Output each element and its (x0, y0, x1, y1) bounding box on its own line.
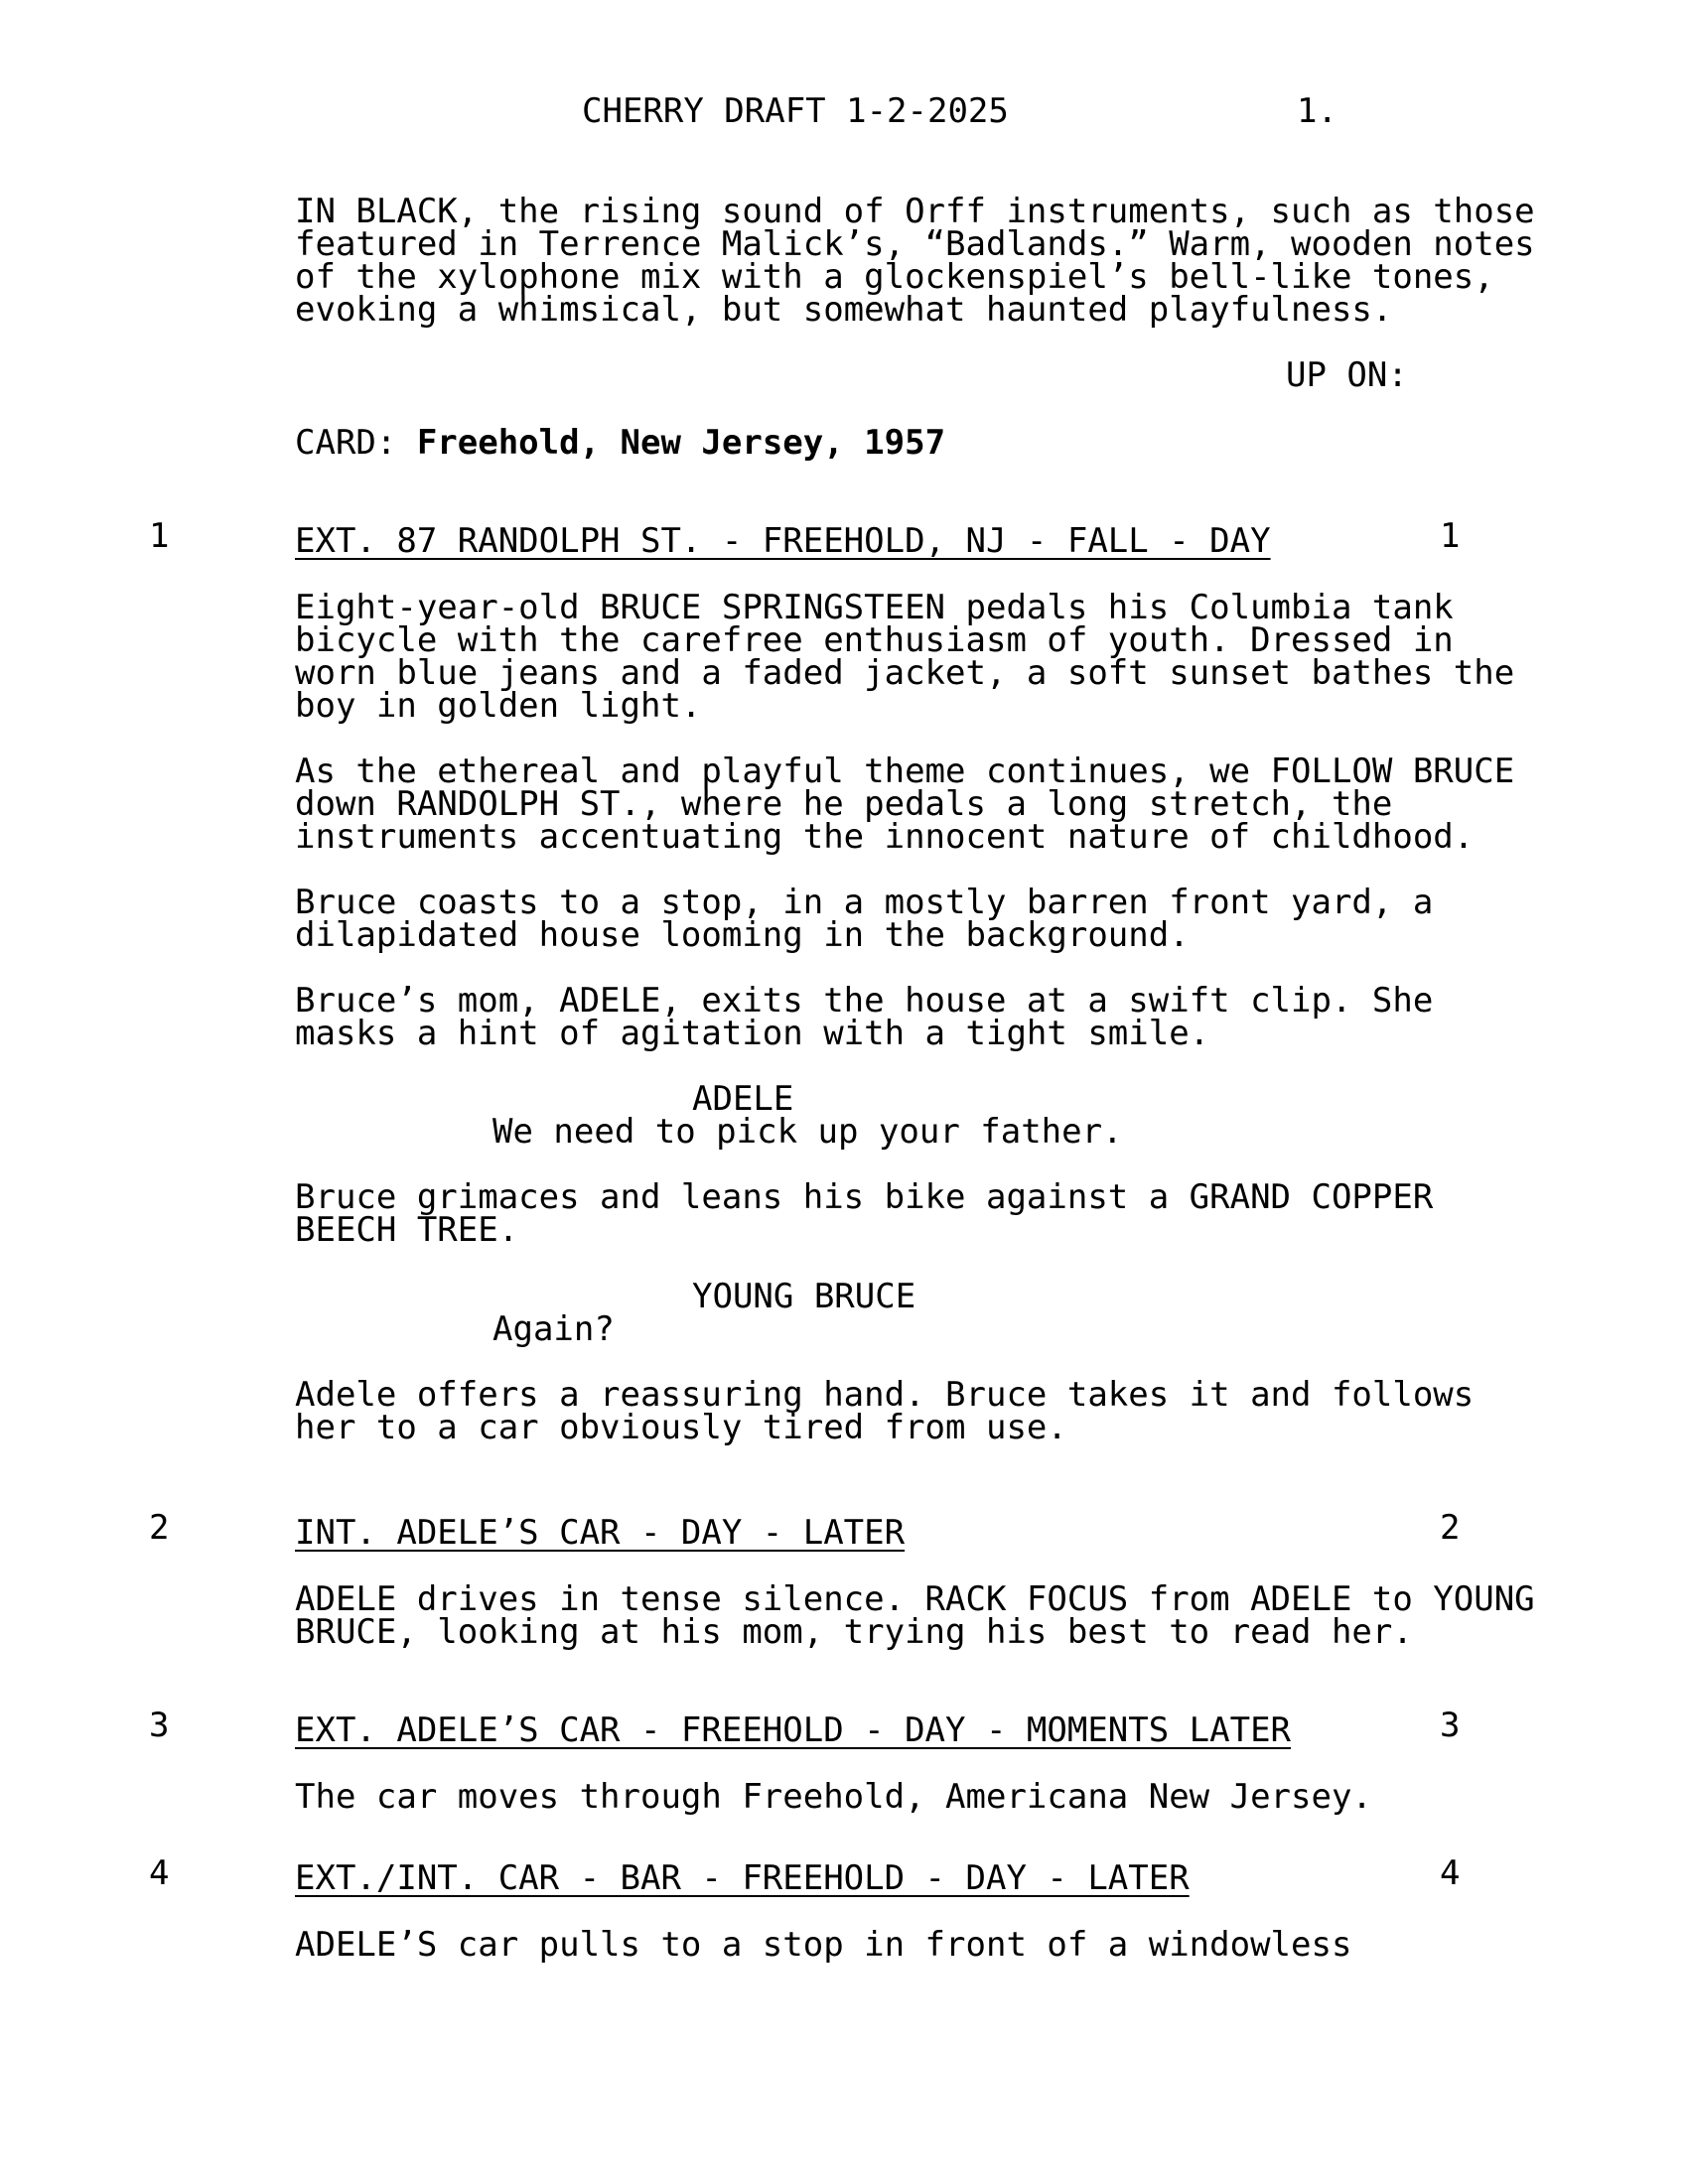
opening-action: IN BLACK, the rising sound of Orff instruments, such as those featured in Terrence Malick’s, “Badlands.” Warm, wooden notes of the xylophone mix with a glockenspiel’s bell-like tones, evoking a whimsical, but somewhat haunted playfulness. (295, 192, 1535, 330)
action-line: Bruce’s mom, ADELE, exits the house at a swift clip. She masks a hint of agitation with a tight smile. (295, 981, 1434, 1053)
scene-number-right: 2 (1440, 1508, 1461, 1548)
scene-number-left: 4 (149, 1853, 170, 1893)
action-line: Bruce coasts to a stop, in a mostly barren front yard, a dilapidated house looming in the background. (295, 883, 1434, 955)
action-line: The car moves through Freehold, Americana New Jersey. (295, 1777, 1372, 1817)
character-name: ADELE (692, 1079, 794, 1119)
action-line: Adele offers a reassuring hand. Bruce takes it and follows her to a car obviously tired from use. (295, 1375, 1475, 1447)
scene-heading: EXT. 87 RANDOLPH ST. - FREEHOLD, NJ - FALL - DAY (295, 521, 1271, 561)
page-number: 1. (1297, 91, 1337, 131)
scene-number-right: 1 (1440, 516, 1461, 556)
action-line: ADELE drives in tense silence. RACK FOCUS from ADELE to YOUNG BRUCE, looking at his mom, trying his best to read her. (295, 1579, 1535, 1652)
page-header: CHERRY DRAFT 1-2-2025 (582, 91, 1009, 131)
title-card (295, 423, 1516, 463)
character-name: YOUNG BRUCE (692, 1277, 916, 1316)
scene-number-right: 4 (1440, 1853, 1461, 1893)
scene-heading: EXT. ADELE’S CAR - FREEHOLD - DAY - MOMENTS LATER (295, 1710, 1292, 1750)
scene-heading: INT. ADELE’S CAR - DAY - LATER (295, 1513, 906, 1553)
dialogue-line: We need to pick up your father. (492, 1112, 1123, 1152)
scene-number-right: 3 (1440, 1706, 1461, 1745)
scene-number-left: 3 (149, 1706, 170, 1745)
scene-heading: EXT./INT. CAR - BAR - FREEHOLD - DAY - LATER (295, 1858, 1190, 1898)
action-line: ADELE’S car pulls to a stop in front of a windowless (295, 1925, 1352, 1965)
card-label: CARD: (295, 423, 417, 463)
action-line: Eight-year-old BRUCE SPRINGSTEEN pedals his Columbia tank bicycle with the carefree enthusiasm of youth. Dressed in worn blue jeans and a faded jacket, a soft sunset bathes the boy in golden light. (295, 588, 1515, 726)
dialogue-line: Again? (492, 1309, 615, 1349)
transition-up-on: UP ON: (1286, 355, 1408, 395)
card-value: Freehold, New Jersey, 1957 (416, 423, 946, 463)
scene-number-left: 2 (149, 1508, 170, 1548)
action-line: As the ethereal and playful theme continues, we FOLLOW BRUCE down RANDOLPH ST., where he pedals a long stretch, the instruments accentuating the innocent nature of childhood. (295, 751, 1515, 857)
action-line: Bruce grimaces and leans his bike against a GRAND COPPER BEECH TREE. (295, 1177, 1434, 1250)
scene-number-left: 1 (149, 516, 170, 556)
